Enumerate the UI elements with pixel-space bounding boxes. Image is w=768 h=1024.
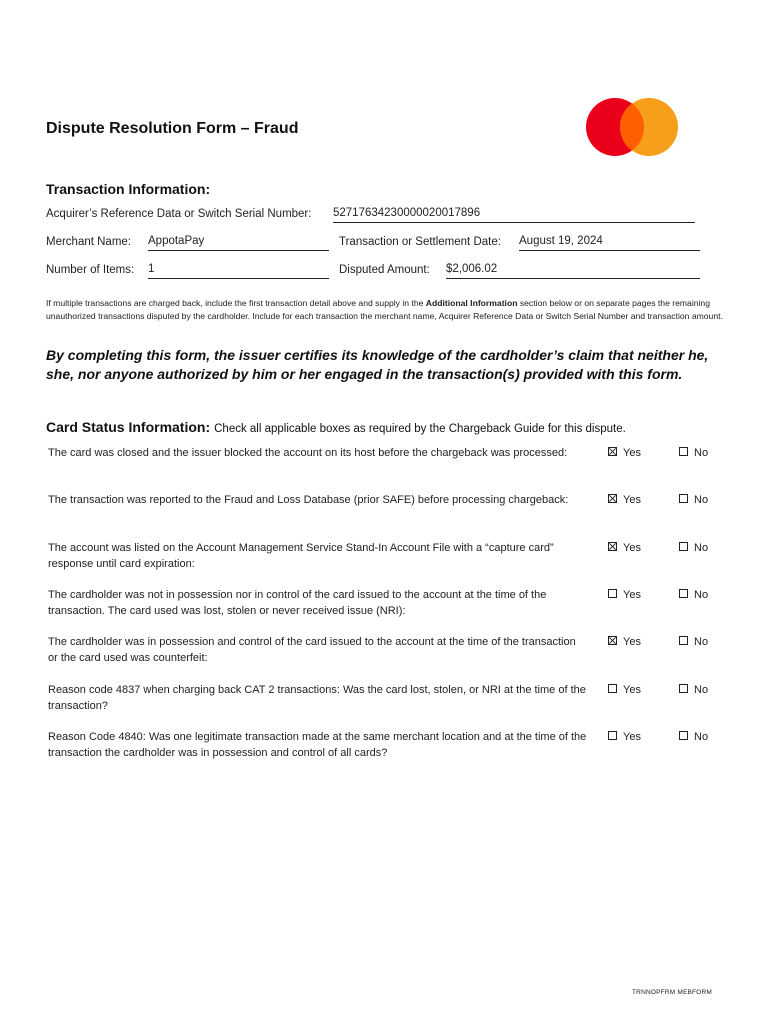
logo-overlap bbox=[620, 98, 678, 156]
yes-label: Yes bbox=[623, 684, 641, 696]
no-checkbox[interactable] bbox=[679, 447, 688, 456]
status-question-text: Reason code 4837 when charging back CAT 2 transactions: Was the card lost, stolen, or NRI at the time of the transaction? bbox=[48, 684, 586, 712]
note-bold: Additional Information bbox=[425, 298, 518, 308]
status-question-row bbox=[48, 493, 748, 533]
no-label: No bbox=[694, 447, 709, 459]
yes-checkbox[interactable] bbox=[608, 684, 617, 693]
yes-option[interactable] bbox=[608, 446, 641, 462]
date-label: Transaction or Settlement Date: bbox=[339, 236, 501, 248]
arn-field[interactable]: 52717634230000020017896 bbox=[333, 207, 695, 223]
no-option[interactable] bbox=[679, 446, 708, 462]
no-checkbox[interactable] bbox=[679, 542, 688, 551]
status-question-text: The cardholder was not in possession nor in control of the card issued to the account at the time of the transaction. The card used was lost, stolen or never received issue (NRI): bbox=[48, 589, 547, 617]
form-footer-code: TRNNOPFRM MEBFORM bbox=[632, 989, 712, 996]
merchant-label: Merchant Name: bbox=[46, 236, 132, 248]
yes-option[interactable] bbox=[608, 635, 641, 651]
no-option[interactable] bbox=[679, 541, 708, 557]
yes-label: Yes bbox=[623, 731, 641, 743]
yes-option[interactable] bbox=[608, 683, 641, 699]
no-option[interactable] bbox=[679, 730, 708, 746]
yes-label: Yes bbox=[623, 636, 641, 648]
status-question-text: Reason Code 4840: Was one legitimate transaction made at the same merchant location and at the time of the transaction the cardholder was in possession and control of all cards? bbox=[48, 731, 587, 759]
yes-checkbox[interactable] bbox=[608, 542, 617, 551]
yes-checkbox[interactable] bbox=[608, 494, 617, 503]
merchant-field[interactable]: AppotaPay bbox=[148, 235, 329, 251]
note-text-2: section below or on separate pages the remaining unauthorized transactions disputed by the cardholder. Include for each transaction the merchant name, Acquirer Reference Data or Switch Serial Number and transaction amount. bbox=[46, 298, 723, 321]
card-status-subtitle: Check all applicable boxes as required by the Chargeback Guide for this dispute. bbox=[214, 423, 626, 435]
no-checkbox[interactable] bbox=[679, 731, 688, 740]
mastercard-logo bbox=[586, 97, 682, 159]
yes-option[interactable] bbox=[608, 493, 641, 509]
status-question-row bbox=[48, 588, 748, 628]
status-question-text: The transaction was reported to the Fraud and Loss Database (prior SAFE) before processing chargeback: bbox=[48, 494, 569, 506]
certification-statement: By completing this form, the issuer certifies its knowledge of the cardholder’s claim that neither he, she, nor anyone authorized by him or her engaged in the transaction(s) provided with this form. bbox=[46, 347, 709, 382]
status-question-text: The card was closed and the issuer blocked the account on its host before the chargeback was processed: bbox=[48, 447, 568, 459]
items-label: Number of Items: bbox=[46, 264, 135, 276]
no-label: No bbox=[694, 589, 709, 601]
no-checkbox[interactable] bbox=[679, 636, 688, 645]
arn-label: Acquirer’s Reference Data or Switch Serial Number: bbox=[46, 208, 312, 220]
items-field[interactable]: 1 bbox=[148, 263, 329, 279]
note-text-1: If multiple transactions are charged back, include the first transaction detail above and supply in the bbox=[46, 298, 426, 308]
transaction-section-title: Transaction Information: bbox=[46, 181, 211, 197]
no-checkbox[interactable] bbox=[679, 684, 688, 693]
no-label: No bbox=[694, 636, 709, 648]
no-label: No bbox=[694, 542, 709, 554]
form-title: Dispute Resolution Form – Fraud bbox=[46, 120, 299, 137]
no-checkbox[interactable] bbox=[679, 494, 688, 503]
no-checkbox[interactable] bbox=[679, 589, 688, 598]
no-label: No bbox=[694, 731, 709, 743]
card-status-title: Card Status Information: bbox=[46, 419, 211, 435]
yes-option[interactable] bbox=[608, 588, 641, 604]
no-option[interactable] bbox=[679, 493, 708, 509]
yes-label: Yes bbox=[623, 542, 641, 554]
no-option[interactable] bbox=[679, 683, 708, 699]
status-question-row bbox=[48, 541, 748, 581]
yes-option[interactable] bbox=[608, 730, 641, 746]
yes-option[interactable] bbox=[608, 541, 641, 557]
date-field[interactable]: August 19, 2024 bbox=[519, 235, 700, 251]
no-option[interactable] bbox=[679, 588, 708, 604]
amount-label: Disputed Amount: bbox=[339, 264, 430, 276]
yes-checkbox[interactable] bbox=[608, 636, 617, 645]
status-question-text: The cardholder was in possession and control of the card issued to the account at the time of the transaction or the card used was counterfeit: bbox=[48, 636, 576, 664]
no-label: No bbox=[694, 494, 709, 506]
yes-checkbox[interactable] bbox=[608, 447, 617, 456]
amount-field[interactable]: $2,006.02 bbox=[446, 263, 700, 279]
card-status-heading bbox=[46, 419, 626, 435]
status-question-row bbox=[48, 446, 748, 486]
no-option[interactable] bbox=[679, 635, 708, 651]
yes-checkbox[interactable] bbox=[608, 731, 617, 740]
status-question-text: The account was listed on the Account Management Service Stand-In Account File with a “capture card” response until card expiration: bbox=[48, 542, 554, 570]
yes-checkbox[interactable] bbox=[608, 589, 617, 598]
no-label: No bbox=[694, 684, 709, 696]
multiple-transactions-note bbox=[46, 297, 726, 322]
yes-label: Yes bbox=[623, 447, 641, 459]
yes-label: Yes bbox=[623, 494, 641, 506]
status-question-row bbox=[48, 730, 748, 770]
yes-label: Yes bbox=[623, 589, 641, 601]
status-question-row bbox=[48, 683, 748, 723]
status-question-row bbox=[48, 635, 748, 675]
